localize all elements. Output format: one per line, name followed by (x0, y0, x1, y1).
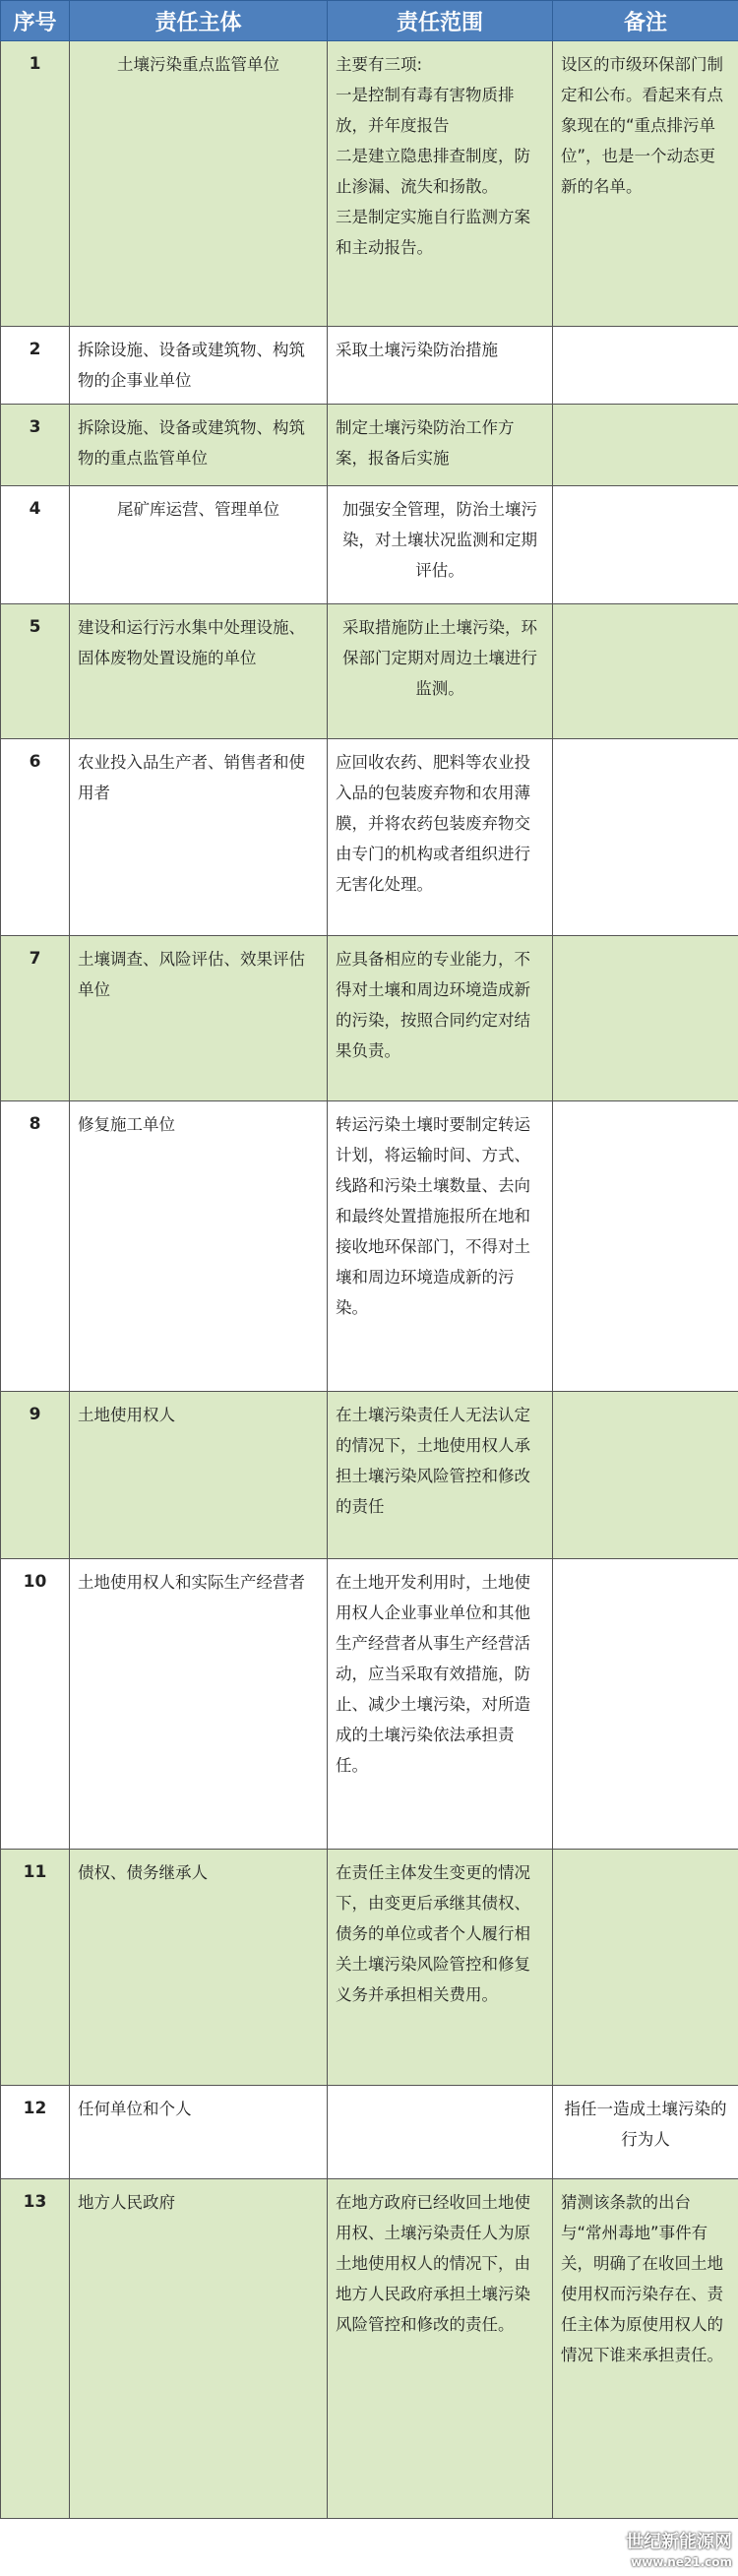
row-number: 5 (1, 604, 70, 739)
watermark-url: www.ne21.com (631, 2555, 732, 2569)
row-note (553, 936, 738, 1101)
row-scope (328, 2086, 553, 2179)
row-number: 12 (1, 2086, 70, 2179)
row-subject: 建设和运行污水集中处理设施、固体废物处置设施的单位 (70, 604, 328, 739)
row-scope: 在责任主体发生变更的情况下，由变更后承继其债权、债务的单位或者个人履行相关土壤污染风险管控和修复义务并承担相关费用。 (328, 1850, 553, 2086)
row-note: 指任一造成土壤污染的行为人 (553, 2086, 738, 2179)
row-scope: 加强安全管理，防治土壤污染，对土壤状况监测和定期评估。 (328, 486, 553, 604)
header-note: 备注 (553, 1, 738, 41)
row-subject: 土壤污染重点监管单位 (70, 41, 328, 327)
row-note (553, 1392, 738, 1559)
table-row (1, 1559, 738, 1850)
row-number: 4 (1, 486, 70, 604)
table-row (1, 486, 738, 604)
row-note (553, 1101, 738, 1392)
row-number: 10 (1, 1559, 70, 1850)
row-subject: 债权、债务继承人 (70, 1850, 328, 2086)
row-subject: 尾矿库运营、管理单位 (70, 486, 328, 604)
table-row (1, 1392, 738, 1559)
table-row (1, 936, 738, 1101)
scope-line: 一是控制有毒有害物质排放，并年度报告 (336, 86, 515, 135)
row-note (553, 739, 738, 936)
watermark-text: 世纪新能源网 (626, 2532, 732, 2552)
row-note (553, 327, 738, 405)
row-number: 6 (1, 739, 70, 936)
row-note (553, 1850, 738, 2086)
row-subject: 农业投入品生产者、销售者和使用者 (70, 739, 328, 936)
row-scope: 应具备相应的专业能力，不得对土壤和周边环境造成新的污染，按照合同约定对结果负责。 (328, 936, 553, 1101)
row-subject: 修复施工单位 (70, 1101, 328, 1392)
row-scope: 在土地开发利用时，土地使用权人企业事业单位和其他生产经营者从事生产经营活动，应当采取有效措施，防止、减少土壤污染，对所造成的土壤污染依法承担责任。 (328, 1559, 553, 1850)
table-row (1, 2086, 738, 2179)
row-subject: 地方人民政府 (70, 2179, 328, 2519)
row-note (553, 486, 738, 604)
header-number: 序号 (1, 1, 70, 41)
row-number: 9 (1, 1392, 70, 1559)
row-subject: 任何单位和个人 (70, 2086, 328, 2179)
table-row (1, 405, 738, 486)
row-number: 3 (1, 405, 70, 486)
table-row (1, 604, 738, 739)
table-row (1, 1101, 738, 1392)
table-row (1, 739, 738, 936)
row-subject: 土地使用权人和实际生产经营者 (70, 1559, 328, 1850)
row-scope: 在土壤污染责任人无法认定的情况下，土地使用权人承担土壤污染风险管控和修改的责任 (328, 1392, 553, 1559)
row-number: 7 (1, 936, 70, 1101)
row-subject: 拆除设施、设备或建筑物、构筑物的重点监管单位 (70, 405, 328, 486)
row-subject: 拆除设施、设备或建筑物、构筑物的企事业单位 (70, 327, 328, 405)
row-note (553, 405, 738, 486)
table-row (1, 41, 738, 327)
row-scope: 在地方政府已经收回土地使用权、土壤污染责任人为原土地使用权人的情况下，由地方人民政府承担土壤污染风险管控和修改的责任。 (328, 2179, 553, 2519)
row-note (553, 604, 738, 739)
row-subject: 土地使用权人 (70, 1392, 328, 1559)
row-note: 设区的市级环保部门制定和公布。看起来有点象现在的“重点排污单位”，也是一个动态更新的名单。 (553, 41, 738, 327)
table-row (1, 2179, 738, 2519)
row-number: 11 (1, 1850, 70, 2086)
row-scope: 制定土壤污染防治工作方案，报备后实施 (328, 405, 553, 486)
row-scope: 转运污染土壤时要制定转运计划，将运输时间、方式、线路和污染土壤数量、去向和最终处置措施报所在地和接收地环保部门，不得对土壤和周边环境造成新的污染。 (328, 1101, 553, 1392)
scope-line: 三是制定实施自行监测方案和主动报告。 (336, 208, 530, 257)
row-scope: 采取措施防止土壤污染，环保部门定期对周边土壤进行监测。 (328, 604, 553, 739)
row-note (553, 1559, 738, 1850)
scope-line: 二是建立隐患排查制度，防止渗漏、流失和扬散。 (336, 147, 530, 196)
row-scope (328, 41, 553, 327)
row-number: 1 (1, 41, 70, 327)
row-number: 13 (1, 2179, 70, 2519)
row-subject: 土壤调查、风险评估、效果评估单位 (70, 936, 328, 1101)
table-row (1, 327, 738, 405)
row-scope: 采取土壤污染防治措施 (328, 327, 553, 405)
header-subject: 责任主体 (70, 1, 328, 41)
table-row (1, 1850, 738, 2086)
row-number: 2 (1, 327, 70, 405)
site-watermark (626, 2533, 732, 2572)
row-note: 猜测该条款的出台与“常州毒地”事件有关，明确了在收回土地使用权而污染存在、责任主体为原使用权人的情况下谁来承担责任。 (553, 2179, 738, 2519)
scope-line: 主要有三项: (336, 55, 423, 74)
header-scope: 责任范围 (328, 1, 553, 41)
row-number: 8 (1, 1101, 70, 1392)
table-header-row (1, 1, 738, 41)
row-scope: 应回收农药、肥料等农业投入品的包装废弃物和农用薄膜，并将农药包装废弃物交由专门的机构或者组织进行无害化处理。 (328, 739, 553, 936)
